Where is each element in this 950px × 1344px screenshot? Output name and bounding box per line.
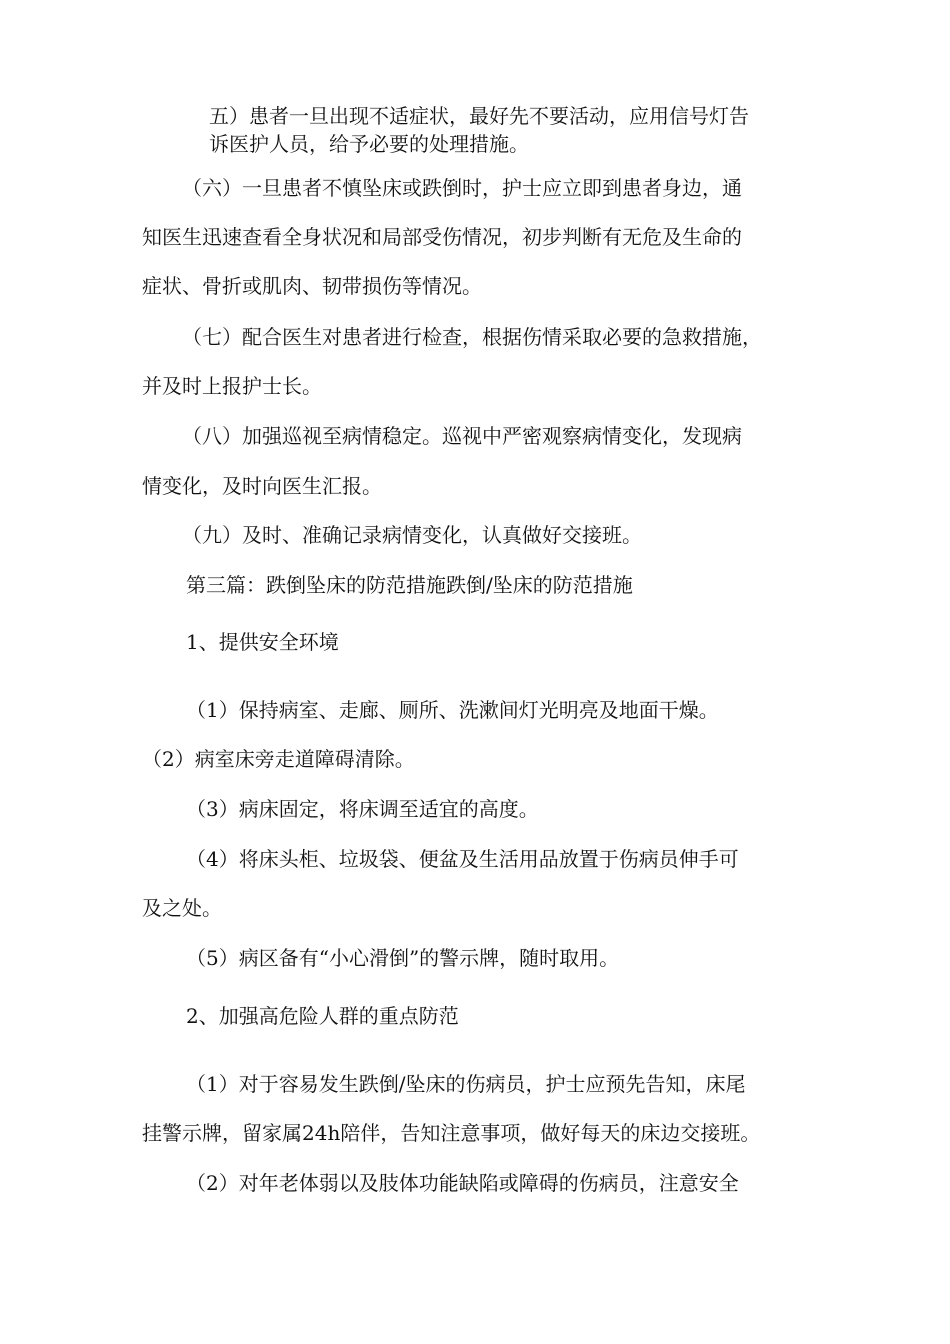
text-line: （5）病区备有“小心滑倒”的警示牌，随时取用。 — [186, 946, 620, 970]
text-line: （六）一旦患者不慎坠床或跌倒时，护士应立即到患者身边，通 — [182, 176, 742, 200]
text-line: （1）对于容易发生跌倒/坠床的伤病员，护士应预先告知，床尾 — [186, 1072, 746, 1096]
text-line: 症状、骨折或肌肉、韧带损伤等情况。 — [142, 274, 482, 298]
text-line: （2）病室床旁走道障碍清除。 — [142, 747, 415, 771]
text-line: 五）患者一旦出现不适症状，最好先不要活动，应用信号灯告 — [209, 104, 749, 128]
text-line: 挂警示牌，留家属24h陪伴，告知注意事项，做好每天的床边交接班。 — [142, 1121, 761, 1145]
text-line: （4）将床头柜、垃圾袋、便盆及生活用品放置于伤病员伸手可 — [186, 847, 739, 871]
text-line: （2）对年老体弱以及肢体功能缺陷或障碍的伤病员，注意安全 — [186, 1171, 739, 1195]
section-heading: 第三篇：跌倒坠床的防范措施跌倒/坠床的防范措施 — [186, 573, 633, 597]
text-line: 知医生迅速查看全身状况和局部受伤情况，初步判断有无危及生命的 — [142, 225, 742, 249]
text-line: （八）加强巡视至病情稳定。巡视中严密观察病情变化，发现病 — [182, 424, 742, 448]
text-line: （3）病床固定，将床调至适宜的高度。 — [186, 797, 539, 821]
text-line: （七）配合医生对患者进行检查，根据伤情采取必要的急救措施， — [182, 325, 762, 349]
text-line: （九）及时、准确记录病情变化，认真做好交接班。 — [182, 523, 642, 547]
text-line: 诉医护人员，给予必要的处理措施。 — [209, 132, 529, 156]
text-line: （1）保持病室、走廊、厕所、洗漱间灯光明亮及地面干燥。 — [186, 698, 719, 722]
subsection-heading: 2、加强高危险人群的重点防范 — [186, 1004, 459, 1028]
subsection-heading: 1、提供安全环境 — [186, 630, 339, 654]
text-line: 及之处。 — [142, 896, 222, 920]
text-line: 情变化，及时向医生汇报。 — [142, 474, 382, 498]
text-line: 并及时上报护士长。 — [142, 374, 322, 398]
